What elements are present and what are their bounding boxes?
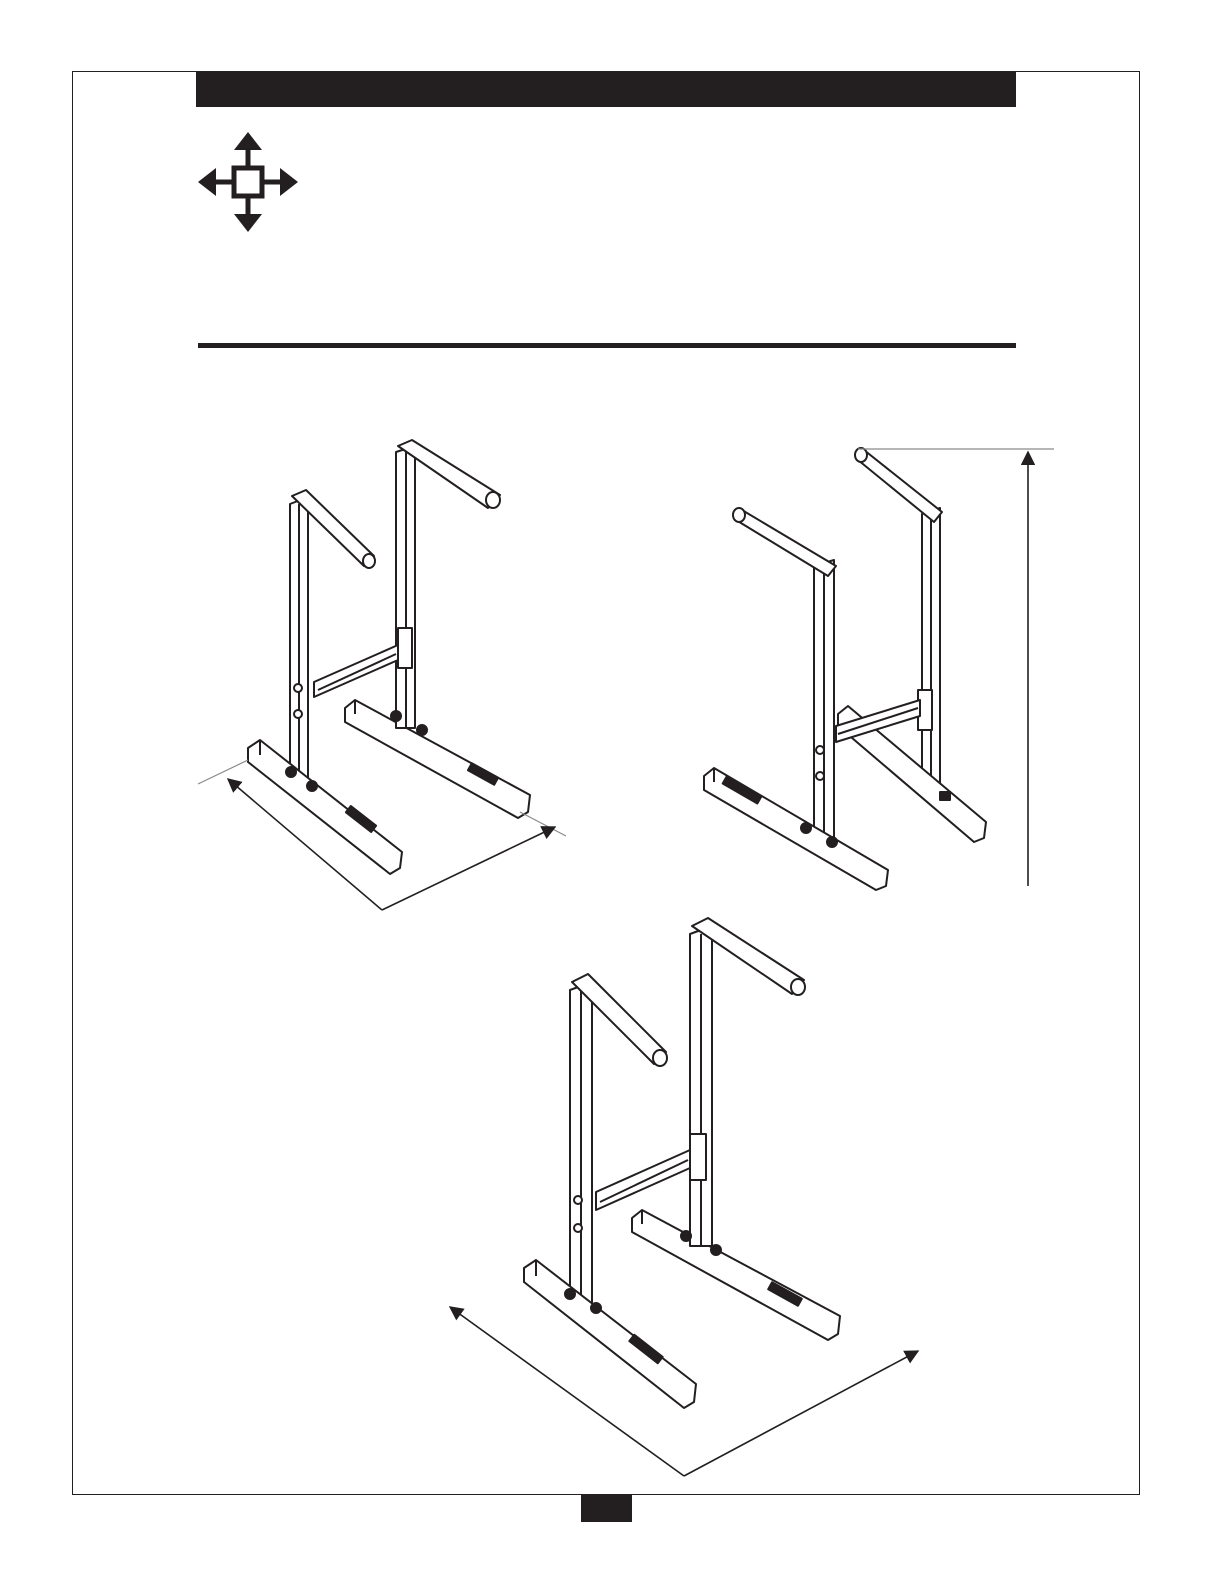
- height-view: [704, 448, 986, 890]
- page-number-tab: [581, 1495, 632, 1522]
- footprint-view: [248, 440, 530, 874]
- overall-view: [524, 918, 840, 1408]
